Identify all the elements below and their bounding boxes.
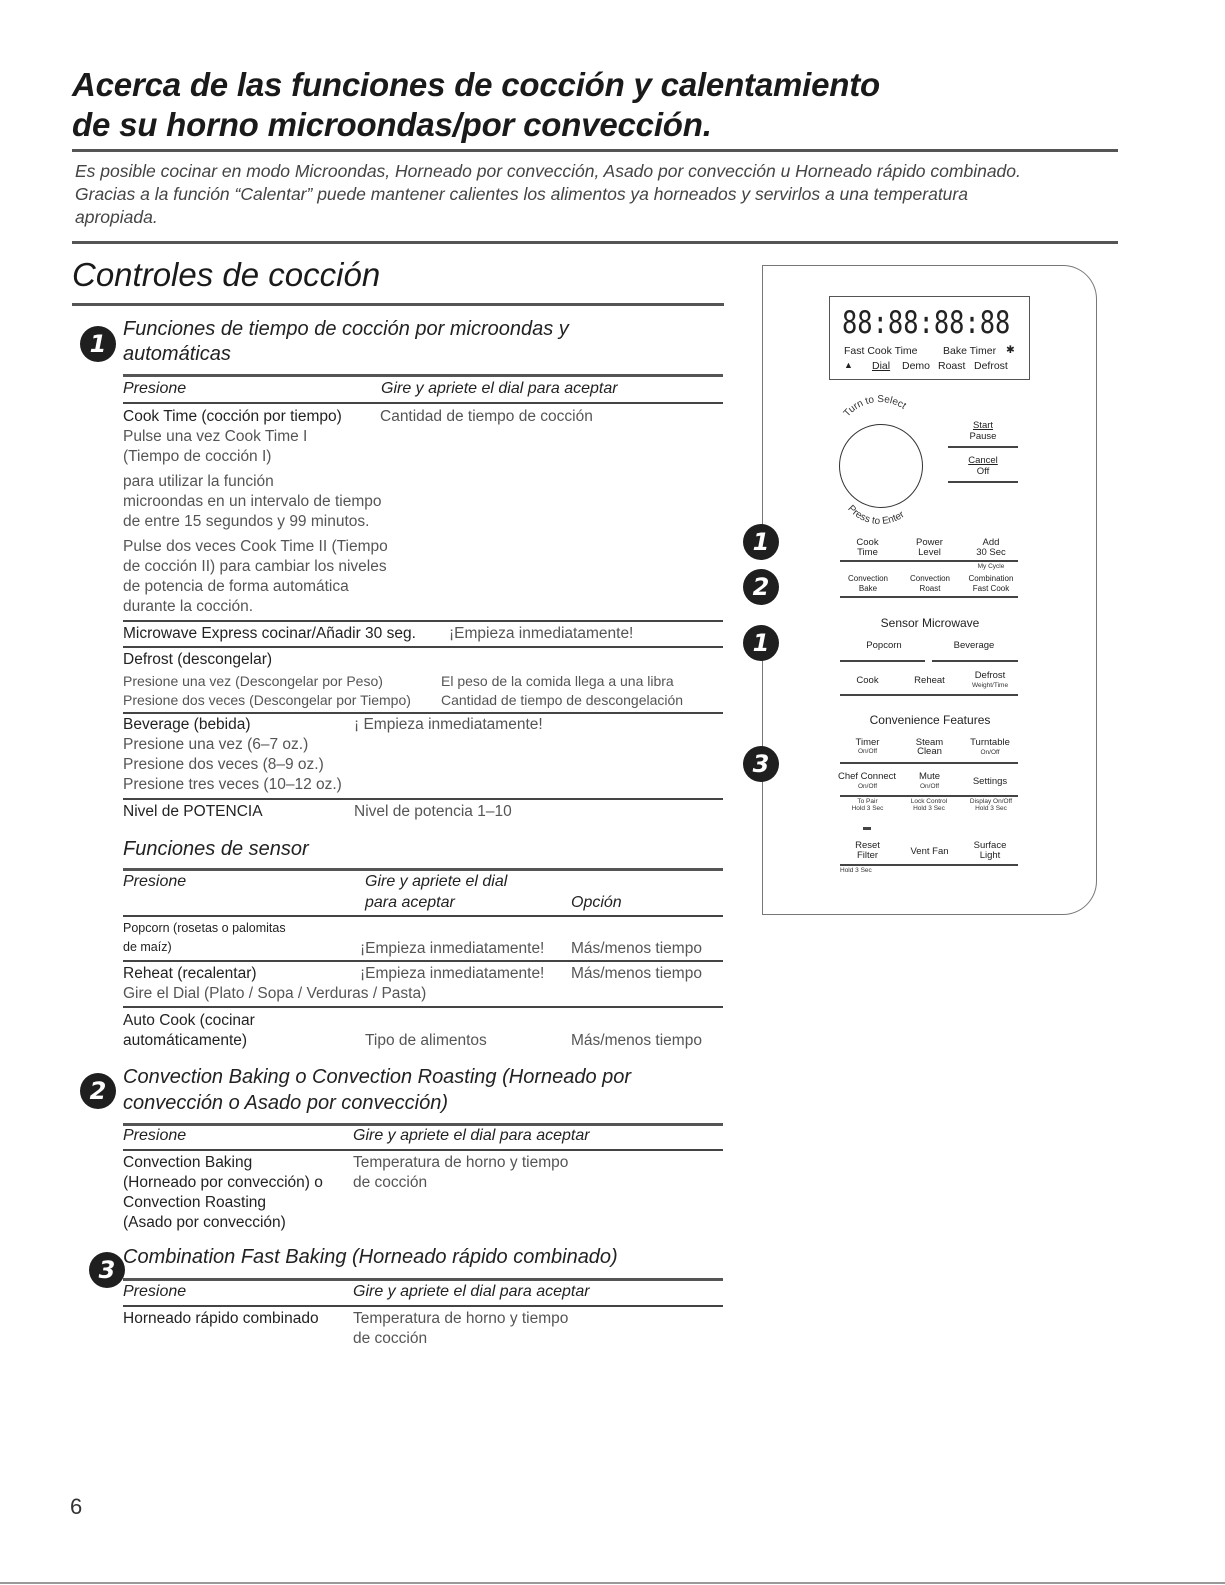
intro-rule [72,241,1118,244]
popcorn-option: Más/menos tiempo [571,940,702,957]
cook-time-desc-7: de cocción II) para cambiar los niveles [123,558,387,575]
timer-button[interactable]: Timer [855,737,880,748]
s2-title-line-1: Convection Baking o Convection Roasting (Horneado por [123,1066,632,1088]
display-onoff-label: Display On/Off [969,798,1013,805]
badge-1: 1 [80,326,116,362]
button-divider [840,596,1018,598]
to-pair-sub-label: Hold 3 Sec [851,805,884,812]
intro-text [75,160,1125,229]
popcorn-button[interactable]: Popcorn [866,640,902,651]
beverage-button[interactable]: Beverage [953,640,995,651]
button-divider [840,762,1018,764]
s3-rule [123,1278,723,1281]
mute-button[interactable]: Mute [918,771,941,782]
panel-badge-1: 1 [743,524,779,560]
title-rule [72,149,1118,152]
timer-sub-label: On/Off [857,748,878,755]
reset-hold-label: Hold 3 Sec [840,867,872,874]
s3-header-rule [123,1305,723,1307]
cook-time-desc-4: microondas en un intervalo de tiempo [123,493,382,510]
convection-roast-button[interactable]: Convection Roast [909,574,951,593]
reheat-label: Reheat (recalentar) [123,965,257,982]
display-fast-cook-time: Fast Cook Time [844,345,918,357]
power-level-button[interactable]: Power Level [916,537,943,558]
to-pair-label: To Pair [857,798,878,805]
reheat-value: ¡Empieza inmediatamente! [360,965,545,982]
s3-row: Horneado rápido combinado [123,1310,319,1327]
my-cycle-label: My Cycle [977,563,1005,570]
beverage-desc-3: Presione tres veces (10–12 oz.) [123,776,342,793]
beverage-desc-1: Presione una vez (6–7 oz.) [123,736,309,753]
section-rule [72,303,724,306]
cook-time-desc-2: (Tiempo de cocción I) [123,448,272,465]
button-divider [948,446,1018,448]
cook-time-label: Cook Time (cocción por tiempo) [123,408,342,425]
s2-rule [123,1123,723,1126]
press-to-enter-label: Press to Enter [845,503,907,528]
off-label: Off [976,466,990,477]
button-divider [948,481,1018,483]
s3-header-turn: Gire y apriete el dial para aceptar [353,1283,590,1300]
s2-header-press: Presione [123,1127,187,1144]
row-rule [123,960,723,962]
cook-time-value: Cantidad de tiempo de cocción [380,408,593,425]
button-divider [840,560,1018,562]
cook-time-button[interactable]: Cook Time [856,537,879,558]
cook-time-desc-1: Pulse una vez Cook Time I [123,428,308,445]
vent-fan-button[interactable]: Vent Fan [910,846,949,857]
button-divider [840,660,925,662]
display-dial: Dial [872,360,891,372]
s2-value-2: de cocción [353,1174,428,1191]
bluetooth-icon: ✱ [1006,344,1015,356]
autocook-label-1: Auto Cook (cocinar [123,1012,255,1029]
reheat-option: Más/menos tiempo [571,965,702,982]
badge-2: 2 [80,1073,116,1109]
s1-title-line-1: Funciones de tiempo de cocción por microondas y [123,318,569,340]
s1-header-rule [123,402,723,404]
convenience-features-heading: Convenience Features [869,713,991,727]
reheat-note: Gire el Dial (Plato / Sopa / Verduras / Pasta) [123,985,427,1002]
page-title-line-1: Acerca de las funciones de cocción y calentamiento [72,66,880,103]
turntable-sub-label: On/Off [980,749,1000,756]
s1-rule [123,374,723,377]
s2-value-1: Temperatura de horno y tiempo [353,1154,569,1171]
defrost-desc-2: Presione dos veces (Descongelar por Tiempo) [123,692,411,708]
sensor-header-turn-1: Gire y apriete el dial [365,873,508,890]
bottom-rule [0,1582,1225,1584]
add-30-sec-button[interactable]: Add 30 Sec [976,537,1006,558]
reheat-button[interactable]: Reheat [914,675,945,686]
lock-control-label: Lock Control [910,798,948,805]
cancel-button[interactable]: Cancel [968,455,998,466]
combination-fast-cook-button[interactable]: Combination Fast Cook [968,574,1014,593]
beverage-value: ¡ Empieza inmediatamente! [354,716,543,733]
button-divider [840,694,1018,696]
start-button[interactable]: Start [972,420,994,431]
autocook-option: Más/menos tiempo [571,1032,702,1049]
express-label: Microwave Express cocinar/Añadir 30 seg. [123,625,416,642]
convection-bake-button[interactable]: Convection Bake [847,574,889,593]
s3-header-press: Presione [123,1283,187,1300]
lock-control-sub-label: Hold 3 Sec [913,805,945,812]
cook-time-desc-3: para utilizar la función [123,473,274,490]
cook-time-desc-9: durante la cocción. [123,598,254,615]
panel-badge-1b: 1 [743,625,779,661]
s2-header-turn: Gire y apriete el dial para aceptar [353,1127,590,1144]
light-label: Light [979,850,1001,861]
cook-time-desc-5: de entre 15 segundos y 99 minutos. [123,513,370,530]
row-rule [123,712,723,714]
sensor-microwave-heading: Sensor Microwave [880,616,980,630]
panel-badge-3: 3 [743,746,779,782]
s2-row-2: (Horneado por convección) o [123,1174,323,1191]
display-demo: Demo [902,360,931,372]
popcorn-value: ¡Empieza inmediatamente! [360,940,545,957]
button-divider [840,795,1018,797]
autocook-label-2: automáticamente) [123,1032,248,1049]
defrost-value-1: El peso de la comida llega a una libra [441,673,674,689]
sensor-rule [123,868,723,871]
chef-connect-sub-label: On/Off [857,783,878,790]
popcorn-label-1: Popcorn (rosetas o palomitas [123,921,286,935]
defrost-button[interactable]: Defrost [974,670,1006,681]
autocook-value: Tipo de alimentos [365,1032,487,1049]
defrost-desc-1: Presione una vez (Descongelar por Peso) [123,673,383,689]
filter-label: Filter [856,850,879,861]
panel-display [829,296,1030,380]
reset-filter-button[interactable]: Reset [855,840,880,851]
beverage-desc-2: Presione dos veces (8–9 oz.) [123,756,324,773]
lock-icon: ▲ [844,360,853,370]
beverage-label: Beverage (bebida) [123,716,251,733]
s1-title-line-2: automáticas [123,343,231,365]
s3-value-2: de cocción [353,1330,428,1347]
power-value: Nivel de potencia 1–10 [354,803,512,820]
row-rule [123,1006,723,1008]
display-onoff-sub-label: Hold 3 Sec [975,805,1007,812]
weight-time-label: Weight/Time [971,682,1009,689]
svg-text:Turn to Select [842,394,908,419]
section-title: Controles de cocción [72,256,381,293]
cook-button[interactable]: Cook [856,675,879,686]
s3-value-1: Temperatura de horno y tiempo [353,1310,569,1327]
panel-badge-2: 2 [743,569,779,605]
s1-header-press: Presione [123,380,187,397]
display-defrost: Defrost [974,360,1008,372]
power-label: Nivel de POTENCIA [123,803,263,820]
page-title-line-2: de su horno microondas/por convección. [72,106,712,143]
steam-clean-button[interactable]: Steam [915,737,944,748]
s2-header-rule [123,1149,723,1151]
display-roast: Roast [938,360,966,372]
s2-title-line-2: convección o Asado por convección) [123,1092,448,1114]
chef-connect-button[interactable]: Chef Connect [837,771,897,782]
sensor-header-option: Opción [571,894,622,911]
intro-line-2: Gracias a la función “Calentar” puede mantener calientes los alimentos ya horneados y servirlos a una temperatura [75,184,968,204]
row-rule [123,798,723,800]
s2-row-3: Convection Roasting [123,1194,267,1211]
button-divider [932,660,1018,662]
sensor-header-rule [123,915,723,917]
s1-header-turn: Gire y apriete el dial para aceptar [381,380,618,397]
control-dial[interactable] [839,424,923,508]
display-digits: 88:88:88:88 [842,305,1011,341]
defrost-value-2: Cantidad de tiempo de descongelación [441,692,684,708]
s3-title: Combination Fast Baking (Horneado rápido combinado) [123,1246,618,1268]
display-bake-timer: Bake Timer [943,345,997,357]
row-rule [123,646,723,648]
defrost-label: Defrost (descongelar) [123,651,273,668]
row-rule [123,620,723,622]
express-value: ¡Empieza inmediatamente! [449,625,634,642]
mute-sub-label: On/Off [919,783,940,790]
turn-to-select-label: Turn to Select [841,393,908,420]
sensor-title: Funciones de sensor [123,838,309,860]
turntable-button[interactable]: Turntable [970,737,1010,748]
sensor-header-turn-2: para aceptar [365,894,455,911]
intro-line-1: Es posible cocinar en modo Microondas, Horneado por convección, Asado por convección u Horneado rápido combinado. [75,161,1021,181]
settings-button[interactable]: Settings [972,776,1008,787]
badge-3: 3 [89,1252,125,1288]
button-divider [840,864,1018,866]
s2-row-4: (Asado por convección) [123,1214,286,1231]
steam-sub-label: Clean [917,746,942,757]
popcorn-label-2: de maíz) [123,940,172,954]
s2-row-1: Convection Baking [123,1154,253,1171]
intro-line-3: apropiada. [75,207,158,227]
page-number: 6 [70,1494,83,1519]
panel-edge-top [762,265,763,535]
cook-time-desc-6: Pulse dos veces Cook Time II (Tiempo [123,538,388,555]
indicator-dash [863,827,871,830]
cook-time-desc-8: de potencia de forma automática [123,578,349,595]
sensor-header-press: Presione [123,873,187,890]
pause-label: Pause [969,431,997,442]
surface-light-button[interactable]: Surface [973,840,1007,851]
